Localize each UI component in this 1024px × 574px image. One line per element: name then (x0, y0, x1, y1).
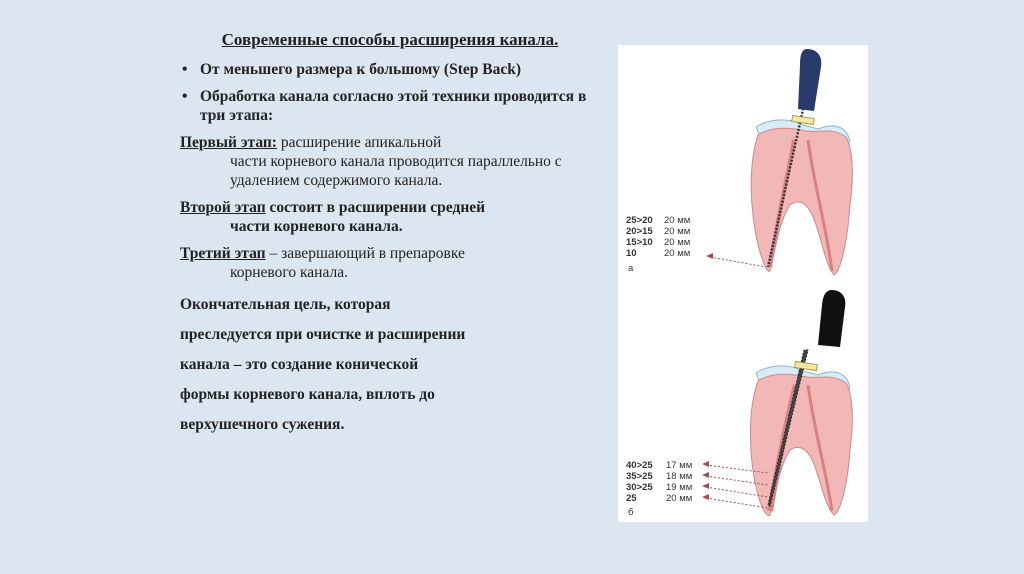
bullet-dot-icon: • (182, 61, 188, 78)
panel-a-code: 10 (626, 248, 637, 259)
panel-a-length: 20 мм (664, 226, 691, 237)
stage-2-text: состоит в расширении средней (265, 199, 486, 216)
final-line: канала – это создание конической (180, 356, 419, 373)
bullet-list (180, 60, 600, 125)
panel-b-length: 18 мм (666, 471, 693, 482)
final-line: формы корневого канала, вплоть до (180, 386, 435, 403)
panel-b-letter: б (628, 507, 634, 518)
stage-1-lead: Первый этап: (180, 134, 277, 151)
panel-a-tooth (751, 49, 852, 275)
panel-a-length: 20 мм (664, 248, 691, 259)
panel-a-length: 20 мм (664, 215, 691, 226)
panel-b-length: 20 мм (666, 493, 693, 504)
stage-2-lead: Второй этап (180, 199, 266, 216)
panel-a-letter: а (628, 263, 634, 274)
stage-2-continuation: части корневого канала. (230, 218, 403, 235)
stage-1-continuation: части корневого канала проводится параллельно с удалением содержимого канала. (230, 153, 562, 189)
final-line: Окончательная цель, которая (180, 296, 391, 313)
bullet-item: • От меньшего размера к большому (Step Back) (182, 61, 521, 78)
panel-a-code: 15>10 (626, 237, 653, 248)
slide-title: Современные способы расширения канала. (221, 30, 559, 49)
bullet-dot-icon: • (182, 88, 188, 105)
final-line: преследуется при очистке и расширении (180, 326, 466, 343)
panel-b-length: 17 мм (666, 460, 693, 471)
panel-b-tooth (750, 290, 852, 516)
stage-3-text: – завершающий в препаровке (265, 245, 465, 262)
stage-2-paragraph (180, 198, 600, 236)
final-line: верхушечного сужения. (180, 416, 345, 433)
panel-b-code: 35>25 (626, 471, 653, 482)
bullet-item: • Обработка канала согласно этой техники проводится в три этапа: (182, 88, 587, 124)
stage-1-text: расширение апикальной (276, 134, 442, 151)
tooth-figure (618, 45, 868, 522)
stage-3-paragraph (180, 244, 600, 282)
stage-3-continuation: корневого канала. (230, 264, 348, 281)
panel-b-length: 19 мм (666, 482, 693, 493)
final-goal-paragraph (180, 290, 600, 440)
panel-a-code: 25>20 (626, 215, 653, 226)
stage-3-lead: Третий этап (180, 245, 266, 262)
panel-a-code: 20>15 (626, 226, 653, 237)
panel-b-code: 25 (626, 493, 637, 504)
tooth-illustration (618, 45, 868, 522)
stage-1-paragraph (180, 133, 600, 190)
panel-a-arrows (706, 253, 766, 267)
panel-b-code: 30>25 (626, 482, 653, 493)
panel-b-code: 40>25 (626, 460, 653, 471)
panel-a-length: 20 мм (664, 237, 691, 248)
slide-text (180, 30, 600, 440)
